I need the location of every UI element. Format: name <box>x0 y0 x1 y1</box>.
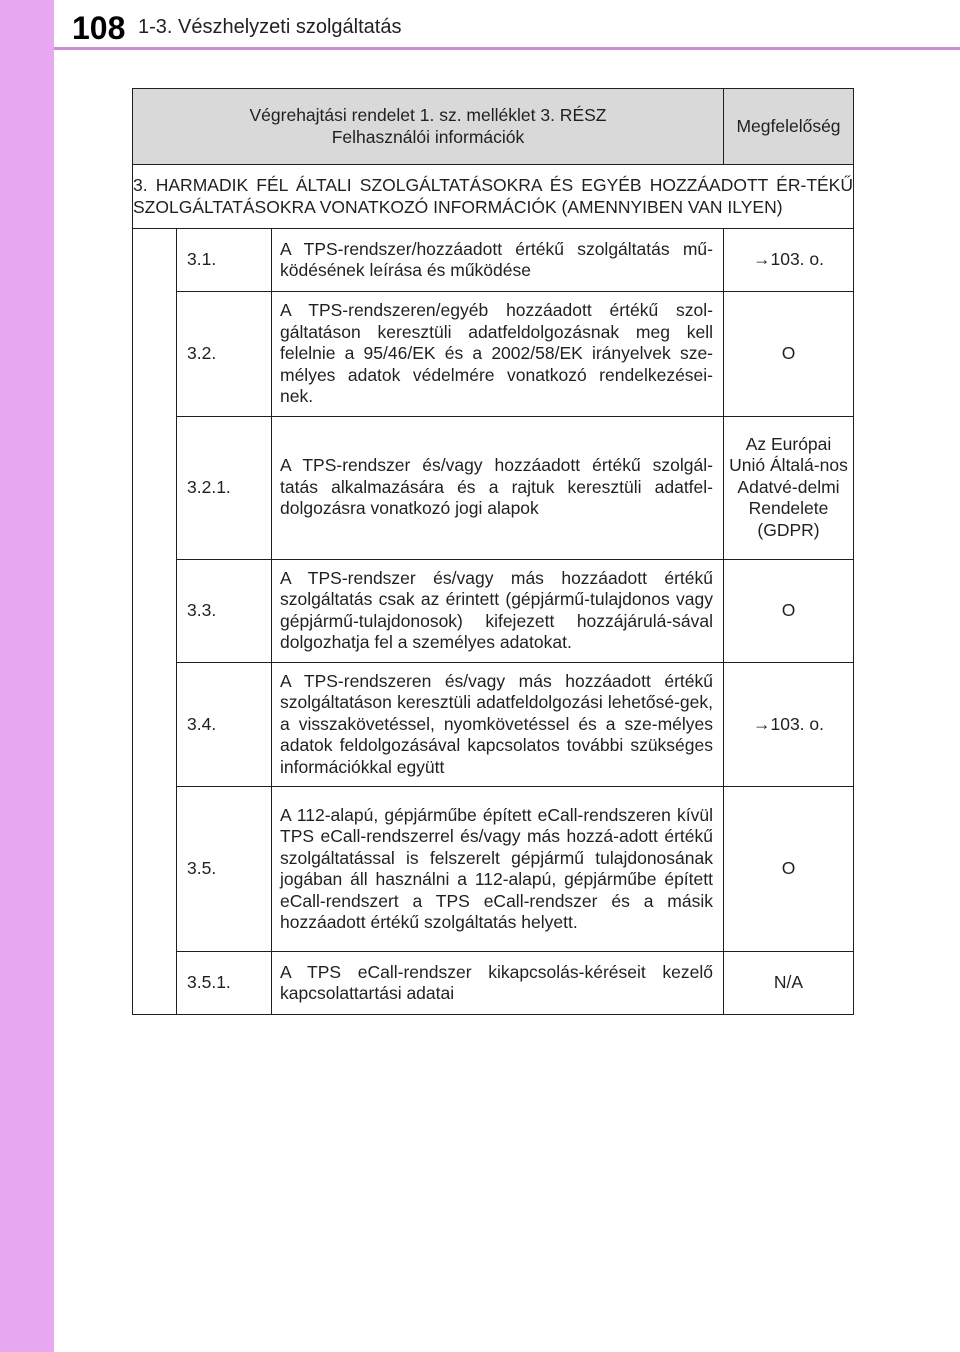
row-description: A 112-alapú, gépjárműbe épített eCall-rendszeren kívül TPS eCall-rendszerrel és/vagy más hozzá-adott értékű szolgáltatással is felszerelt gépjármű tulajdonosának jogában áll használni a 112-alapú, gépjárműbe épített eCall-rendszert a TPS eCall-rendszer és a másik hozzáadott értékű szolgáltatás helyett. <box>272 787 724 952</box>
table-header-title <box>133 89 724 165</box>
row-number: 3.3. <box>177 559 272 662</box>
row-conformity: O <box>724 787 854 952</box>
table-header-row <box>133 89 854 165</box>
row-number: 3.5.1. <box>177 952 272 1015</box>
section-title: 1-3. Vészhelyzeti szolgáltatás <box>138 16 402 38</box>
row-description: A TPS-rendszer és/vagy hozzáadott értékű szolgál-tatás alkalmazására és a rajtuk keresztüli adatfel-dolgozásra vonatkozó jogi alapok <box>272 416 724 559</box>
indent-cell <box>133 229 177 1015</box>
header-line-2: Felhasználói információk <box>331 126 525 147</box>
row-conformity: N/A <box>724 952 854 1015</box>
table-row <box>133 416 854 559</box>
header-conformity: Megfelelőség <box>724 89 854 165</box>
section-heading-row <box>133 165 854 229</box>
table-row <box>133 292 854 417</box>
row-conformity: →103. o. <box>724 662 854 787</box>
header-line-1: Végrehajtási rendelet 1. sz. melléklet 3. RÉSZ <box>249 105 607 125</box>
row-description: A TPS-rendszeren és/vagy más hozzáadott értékű szolgáltatáson keresztüli adatfeldolgozási lehetősé-gek, a visszakövetéssel, nyomkövetéssel és a sze-mélyes adatok feldolgozásával kapcsolatos további szükséges információkkal együtt <box>272 662 724 787</box>
section-heading: 3. HARMADIK FÉL ÁLTALI SZOLGÁLTATÁSOKRA ÉS EGYÉB HOZZÁADOTT ÉR-TÉKŰ SZOLGÁLTATÁSOKRA VONATKOZÓ INFORMÁCIÓK (AMENNYIBEN VAN ILYEN) <box>133 165 854 229</box>
header-divider <box>54 47 960 50</box>
row-number: 3.2. <box>177 292 272 417</box>
row-conformity: Az Európai Unió Általá-nos Adatvé-delmi Rendelete (GDPR) <box>724 416 854 559</box>
row-conformity: O <box>724 292 854 417</box>
chapter-color-band <box>0 0 54 1352</box>
row-description: A TPS-rendszer és/vagy más hozzáadott értékű szolgáltatás csak az érintett (gépjármű-tulajdonos vagy gépjármű-tulajdonosok) kifejezett hozzájárulá-sával dolgozhatja fel a személyes adatokat. <box>272 559 724 662</box>
row-number: 3.1. <box>177 229 272 292</box>
row-description: A TPS eCall-rendszer kikapcsolás-kéréseit kezelő kapcsolattartási adatai <box>272 952 724 1015</box>
table-row <box>133 559 854 662</box>
row-conformity: O <box>724 559 854 662</box>
information-table <box>132 88 854 1015</box>
row-number: 3.2.1. <box>177 416 272 559</box>
table-row <box>133 952 854 1015</box>
row-number: 3.5. <box>177 787 272 952</box>
row-conformity: →103. o. <box>724 229 854 292</box>
page-number: 108 <box>72 10 126 46</box>
row-description: A TPS-rendszer/hozzáadott értékű szolgáltatás mű-ködésének leírása és működése <box>272 229 724 292</box>
table-row <box>133 229 854 292</box>
row-description: A TPS-rendszeren/egyéb hozzáadott értékű szol-gáltatáson keresztüli adatfeldolgozásnak meg kell felelnie a 95/46/EK és a 2002/58/EK irányelvek sze-mélyes adatok védelmére vonatkozó rendelkezései-nek. <box>272 292 724 417</box>
table-row <box>133 662 854 787</box>
row-number: 3.4. <box>177 662 272 787</box>
table-row <box>133 787 854 952</box>
